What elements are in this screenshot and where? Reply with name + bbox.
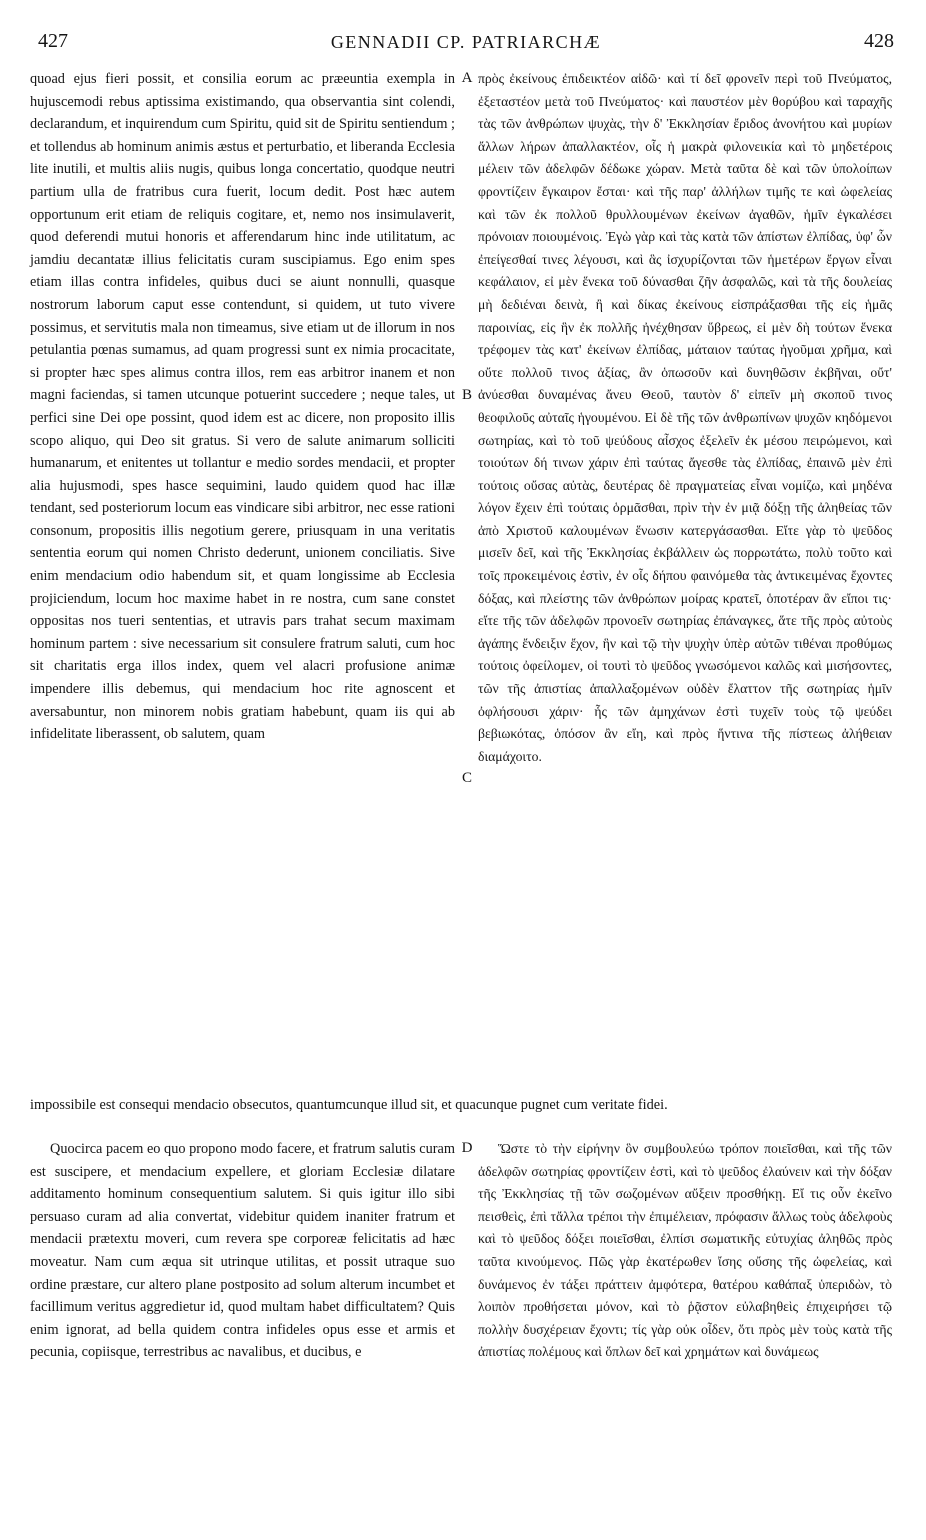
page-number-right: 428 bbox=[864, 30, 894, 52]
latin-paragraph: Quocirca pacem eo quo propono modo facere, et fratrum salutis curam est suscipere, et mendacium expellere, et gloriam Ecclesiæ dilatare additamento hominum consequentium salutem. Si quis igitur illo sibi persuaso curam ad alia convertat, videbitur quidem inaniter fratrum et mendacii prætextu moveri, cum revera spe corporeæ felicitatis ad hæc moveatur. Nam cum æqua sit utrinque utilitas, et possit utraque suo ordine præstare, cur altero plane postposito ad solum alterum incumbet et facillimum veritus aggredietur id, quod multam habet difficultatem? Quis enim ignorat, ad bella quidem contra infideles opus esse et armis et pecunia, copiisque, terrestribus ac navalibus, et ducibus, e bbox=[30, 1141, 455, 1361]
latin-column-upper bbox=[30, 68, 455, 1094]
margin-marker-c: C bbox=[461, 770, 472, 786]
running-title: GENNADII CP. PATRIARCHÆ bbox=[330, 32, 602, 52]
margin-marker-a: A bbox=[461, 70, 473, 86]
latin-column-lower bbox=[30, 1138, 455, 1523]
margin-marker-d: D bbox=[461, 1140, 473, 1156]
greek-column-upper bbox=[478, 68, 892, 1094]
greek-paragraph: Ὥστε τὸ τὴν εἰρήνην ὃν συμβουλεύω τρόπον ποιεῖσθαι, καὶ τῆς τῶν ἀδελφῶν σωτηρίας φροντίζειν ἐστὶ, καὶ τὸ ψεῦδος ἐλαύνειν καὶ τὴν δόξαν τῆς Ἐκκλησίας τῇ τῶν σωζομένων αὔξειν προσθήκῃ. Εἴ τις οὖν ἐκεῖνο πεισθεὶς, ἐπὶ τἄλλα τρέποι τὴν ἐπιμέλειαν, πρόφασιν ἄλλως τοὺς ἀδελφοὺς καὶ τὸ ψεῦδος δόξει ποιεῖσθαι, ἐλπίσι σωματικῆς εὐτυχίας ἀληθῶς πρὸς ταῦτα κινούμενος. Πῶς γὰρ ἑκατέρωθεν ἴσης οὔσης τῆς ὠφελείας, καὶ δυνάμενος ἐν τάξει πράττειν ἀμφότερα, θατέρου καθάπαξ ὑπεριδὼν, τὸ λοιπὸν προθήσεται μόνον, καὶ τὸ ῥᾷστον εὐλαβηθεὶς ἐπιχειρήσει τῷ πολλὴν δυσχέρειαν ἔχοντι; τίς γὰρ οὐκ οἶδεν, ὅτι πρὸς μὲν τοὺς κατὰ τῆς ἀπιστίας πολέμους καὶ ὅπλων δεῖ καὶ χρημάτων καὶ δυνάμεως bbox=[478, 1141, 892, 1360]
page-number-left: 427 bbox=[38, 30, 68, 52]
full-width-line: impossibile est consequi mendacio obsecutos, quantumcunque illud sit, et quacunque pugnet cum veritate fidei. bbox=[30, 1097, 668, 1113]
page-header bbox=[38, 30, 894, 64]
greek-paragraph: πρὸς ἐκείνους ἐπιδεικτέον αἰδῶ· καὶ τί δεῖ φρονεῖν περὶ τοῦ Πνεύματος, ἐξεταστέον μετὰ τοῦ Πνεύματος· καὶ παυστέον μὲν θορύβου καὶ ταραχῆς τὰς τῶν ἀνθρώπων ψυχὰς, τὴν δ' Ἐκκλησίαν ἔριδος ἀνονήτου καὶ μυρίων ἄλλων λήρων ἀπαλλακτέον, οἷς ἡ μακρὰ φιλονεικία καὶ τὸ μηδετέροις μέλειν τῶν ἀδελφῶν δέδωκε χώραν. Μετὰ ταῦτα δὲ καὶ τῶν ὑπολοίπων φροντίζειν ἔγκαιρον ἔσται· καὶ τῆς παρ' ἀλλήλων τιμῆς τε καὶ ὠφελείας καὶ τῶν ἐκ πολλοῦ θρυλλουμένων ἐκείνων ἀγαθῶν, ἡμῖν ἐγκαλέσει πρόνοιαν ποιουμένοις. Ἐγὼ γὰρ καὶ τὰς κατὰ τῶν ἀπίστων ἐλπίδας, ὑφ' ὧν ἐπείγεσθαί τινες λέγουσι, καὶ ἃς ἰσχυρίζονται τῶν ἡμετέρων ἔργων εἶναι κεφάλαιον, εἰ μὲν ἕνεκα τοῦ δύνασθαι ζῆν ἀσφαλῶς, καὶ τὰ τῆς δουλείας μὴ δεδιέναι δεινὰ, ἢ καὶ δίκας ἐκείνους εἰσπράξασθαι τῆς εἰς ἡμᾶς παροινίας, εἰς ἣν ἐκ πολλῆς ἠνέχθησαν ὕβρεως, εἰ μὲν δὴ τούτων ἕνεκα τρέφομεν τὰς κατ' ἐκείνων ἐλπίδας, μάταιον ταύτας ἡγοῦμαι χρῆμα, καὶ οὔτε πολλοῦ τινος ἀξίας, ἂν ὁπωσοῦν καὶ δυνηθῶσιν ἐκβῆναι, οὔτ' ἀνύεσθαι δυναμένας ἄνευ Θεοῦ, ταυτὸν δ' εἰπεῖν μὴ σκοποῦ τινος θεοφιλοῦς αὐταῖς ἡγουμένου. Εἰ δὲ τῆς τῶν ἀνθρωπίνων ψυχῶν κηδόμενοι σωτηρίας, καὶ τὸ τοῦ ψεύδους αἶσχος ἐξελεῖν ἐκ μέσου πειρώμενοι, καὶ τοιούτων δή τινων χάριν ἐπὶ ταύτας ἄγεσθε τὰς ἐλπίδας, ἐπαινῶ μὲν ἐπὶ τούτοις οὔσας αὐτὰς, δευτέρας δὲ πραγματείας εἶναι νομίζω, καὶ μηδένα λόγον ἔχειν ἐπὶ τούταις ὁρμᾶσθαι, πρὶν τὴν ἐν μιᾷ δόξῃ τῆς ἀληθείας τῶν ἀπὸ Χριστοῦ καλουμένων ἕνωσιν κατεργάσασθαι. Εἴτε γὰρ τὸ ψεῦδος μισεῖν δεῖ, καὶ τῆς Ἐκκλησίας ἐκβάλλειν ὡς πορρωτάτω, πολὺ τοῦτο καὶ τοῖς προκειμένοις ἐστὶν, ἐν οἷς δήπου φαινόμεθα τὰς ἀντικειμένας ἔχοντες δόξας, καὶ πλείστης τῶν ἀνθρώπων μοίρας κρατεῖ, ὁποτέραν ἂν εἴποι τις· εἴτε τῆς τῶν ἀδελφῶν προνοεῖν σωτηρίας ἐπάναγκες, ἅτε τῆς πρὸς αὐτοὺς ἀγάπης ἔνδειξιν ἔχον, ἣν καὶ τῷ τὴν ψυχὴν ὑπὲρ αὐτῶν τιθέναι προθύμως τούτοις ὀφείλομεν, οἱ τουτὶ τὸ ψεῦδος γνωσόμενοι καλῶς καὶ μισήσοντες, τῶν τῆς ἀπιστίας ἀπαλλαξομένων οὐδὲν ἔλαττον τῆς σωτηρίας ἡμῖν ὀφλήσουσι χάριν· ἧς τῶν ἀμηχάνων ἐστὶ τυχεῖν τοὺς τῷ ψεύδει βεβιωκότας, ὁπόσον ἂν εἴη, καὶ πρὸς ἥντινα τῆς πίστεως ἀλήθειαν διαμάχοιτο. bbox=[478, 71, 892, 764]
margin-marker-b: B bbox=[461, 387, 472, 403]
greek-column-lower bbox=[478, 1138, 892, 1523]
latin-paragraph: quoad ejus fieri possit, et consilia eorum ac præeuntia exempla in hujuscemodi rebus aptissima existimando, qua observantia sint colendi, declarandum, et inquirendum cum Spiritu, quid sit de Spiritu sentiendum ; et tollendus ab hominum animis æstus et perturbatio, et liberanda Ecclesia lite inutili, et multis aliis nugis, quibus longa concertatio, quodque neutri partium ulla de fratribus cura fuerit, locum dedit. Post hæc autem opportunum erit etiam de reliquis cogitare, et, nemo nos insimulaverit, quod deferendi mutui honoris et afferendarum hinc inde utilitatum, ac jamdiu decantatæ illius felicitatis curam suscipiamus. Ego enim spes etiam illas contra infideles, quibus duci se aiunt nonnulli, quasque nostrorum laborum caput esse contendunt, si quidem, ut tuto vivere possimus, et servitutis mala non timeamus, sive etiam ut de illorum in nos petulantia pœnas sumamus, ad quam progressi sunt ex nimia procacitate, si propter hæc spes alimus contra illos, rem eas arbitror inanem et non magni faciendas, si tamen utcunque potuerint succedere ; neque tales, ut perfici sine Dei ope possint, quod idem est ac dicere, non proposito illis scopo aliquo, qui Deo sit gratus. Si vero de salute animarum solliciti humanarum, et enitentes ut tollantur e medio sordes mendacii, et propter alia hujusmodi, spes hasce sequimini, laudo quidem quod hac illæ tendant, sed posteriorum locum eas vindicare sibi arbitror, nec esse rationi consonum, propositis illis negotium gerere, priusquam in una veritatis sententia eorum qui nomen Christo dederunt, unionem conciliatis. Sive enim mendacium odio habendum sit, et quam longissime ab Ecclesia projiciendum, locum hoc maxime habet in re nostra, cum sane constet oppositas nos tueri sententias, et utravis pars trahat secum maximam hominum partem : sive necessarium sit consulere fratrum saluti, cum hoc sit charitatis erga illos index, quem vel alacri profusione animæ impendere illis debemus, qui mendacium hoc rite agnoscent et aversabuntur, non minorem nobis gratiam habebunt, quam iis qui ab infidelitate liberassent, ob salutem, quam bbox=[30, 71, 455, 743]
